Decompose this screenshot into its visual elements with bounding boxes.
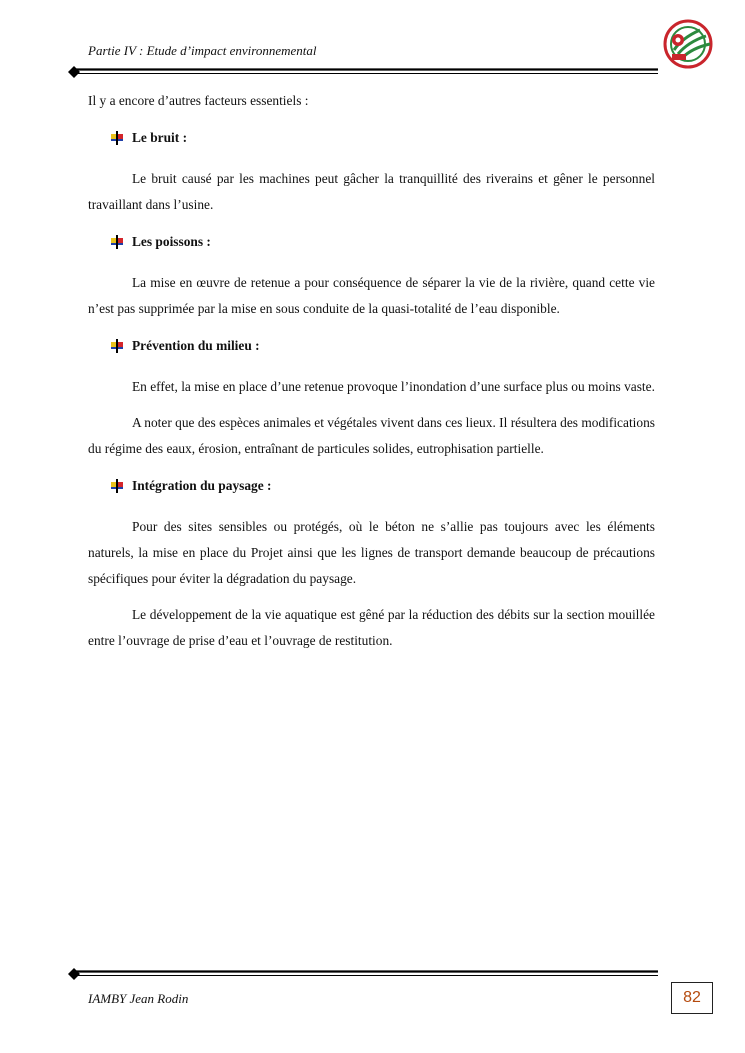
page-number: 82: [671, 982, 713, 1014]
heading-text: Intégration du paysage :: [132, 478, 272, 493]
section-heading: [88, 336, 655, 356]
paragraph: Le développement de la vie aquatique est gêné par la réduction des débits sur la section mouillée entre l’ouvrage de prise d’eau et l’ouvrage de restitution.: [88, 607, 655, 648]
bullet-icon: [110, 235, 124, 249]
footer-author: IAMBY Jean Rodin: [88, 991, 189, 1006]
section-heading: [88, 232, 655, 252]
bullet-icon: [110, 339, 124, 353]
heading-text: Prévention du milieu :: [132, 338, 260, 353]
header-title: Partie IV : Etude d’impact environnemental: [88, 43, 317, 58]
section-heading: [88, 476, 655, 496]
paragraph: En effet, la mise en place d’une retenue provoque l’inondation d’une surface plus ou moins vaste.: [132, 379, 655, 394]
bullet-icon: [110, 131, 124, 145]
section-heading: [88, 128, 655, 148]
body-text: [88, 88, 655, 654]
university-logo-icon: [660, 18, 720, 70]
heading-text: Les poissons :: [132, 234, 211, 249]
header-rule: [68, 66, 658, 78]
intro-text: Il y a encore d’autres facteurs essentiels :: [88, 93, 309, 108]
paragraph: Pour des sites sensibles ou protégés, où le béton ne s’allie pas toujours avec les éléments naturels, la mise en place du Projet ainsi que les lignes de transport demande beaucoup de précautions spécifiques pour éviter la dégradation du paysage.: [88, 519, 655, 586]
heading-text: Le bruit :: [132, 130, 188, 145]
footer-rule: [68, 968, 658, 980]
bullet-icon: [110, 479, 124, 493]
paragraph: La mise en œuvre de retenue a pour conséquence de séparer la vie de la rivière, quand cette vie n’est pas supprimée par la mise en sous conduite de la quasi-totalité de l’eau disponible.: [88, 275, 655, 316]
paragraph: A noter que des espèces animales et végétales vivent dans ces lieux. Il résultera des modifications du régime des eaux, érosion, entraînant de particules solides, eutrophisation partielle.: [88, 415, 655, 456]
paragraph: Le bruit causé par les machines peut gâcher la tranquillité des riverains et gêner le personnel travaillant dans l’usine.: [88, 171, 655, 212]
